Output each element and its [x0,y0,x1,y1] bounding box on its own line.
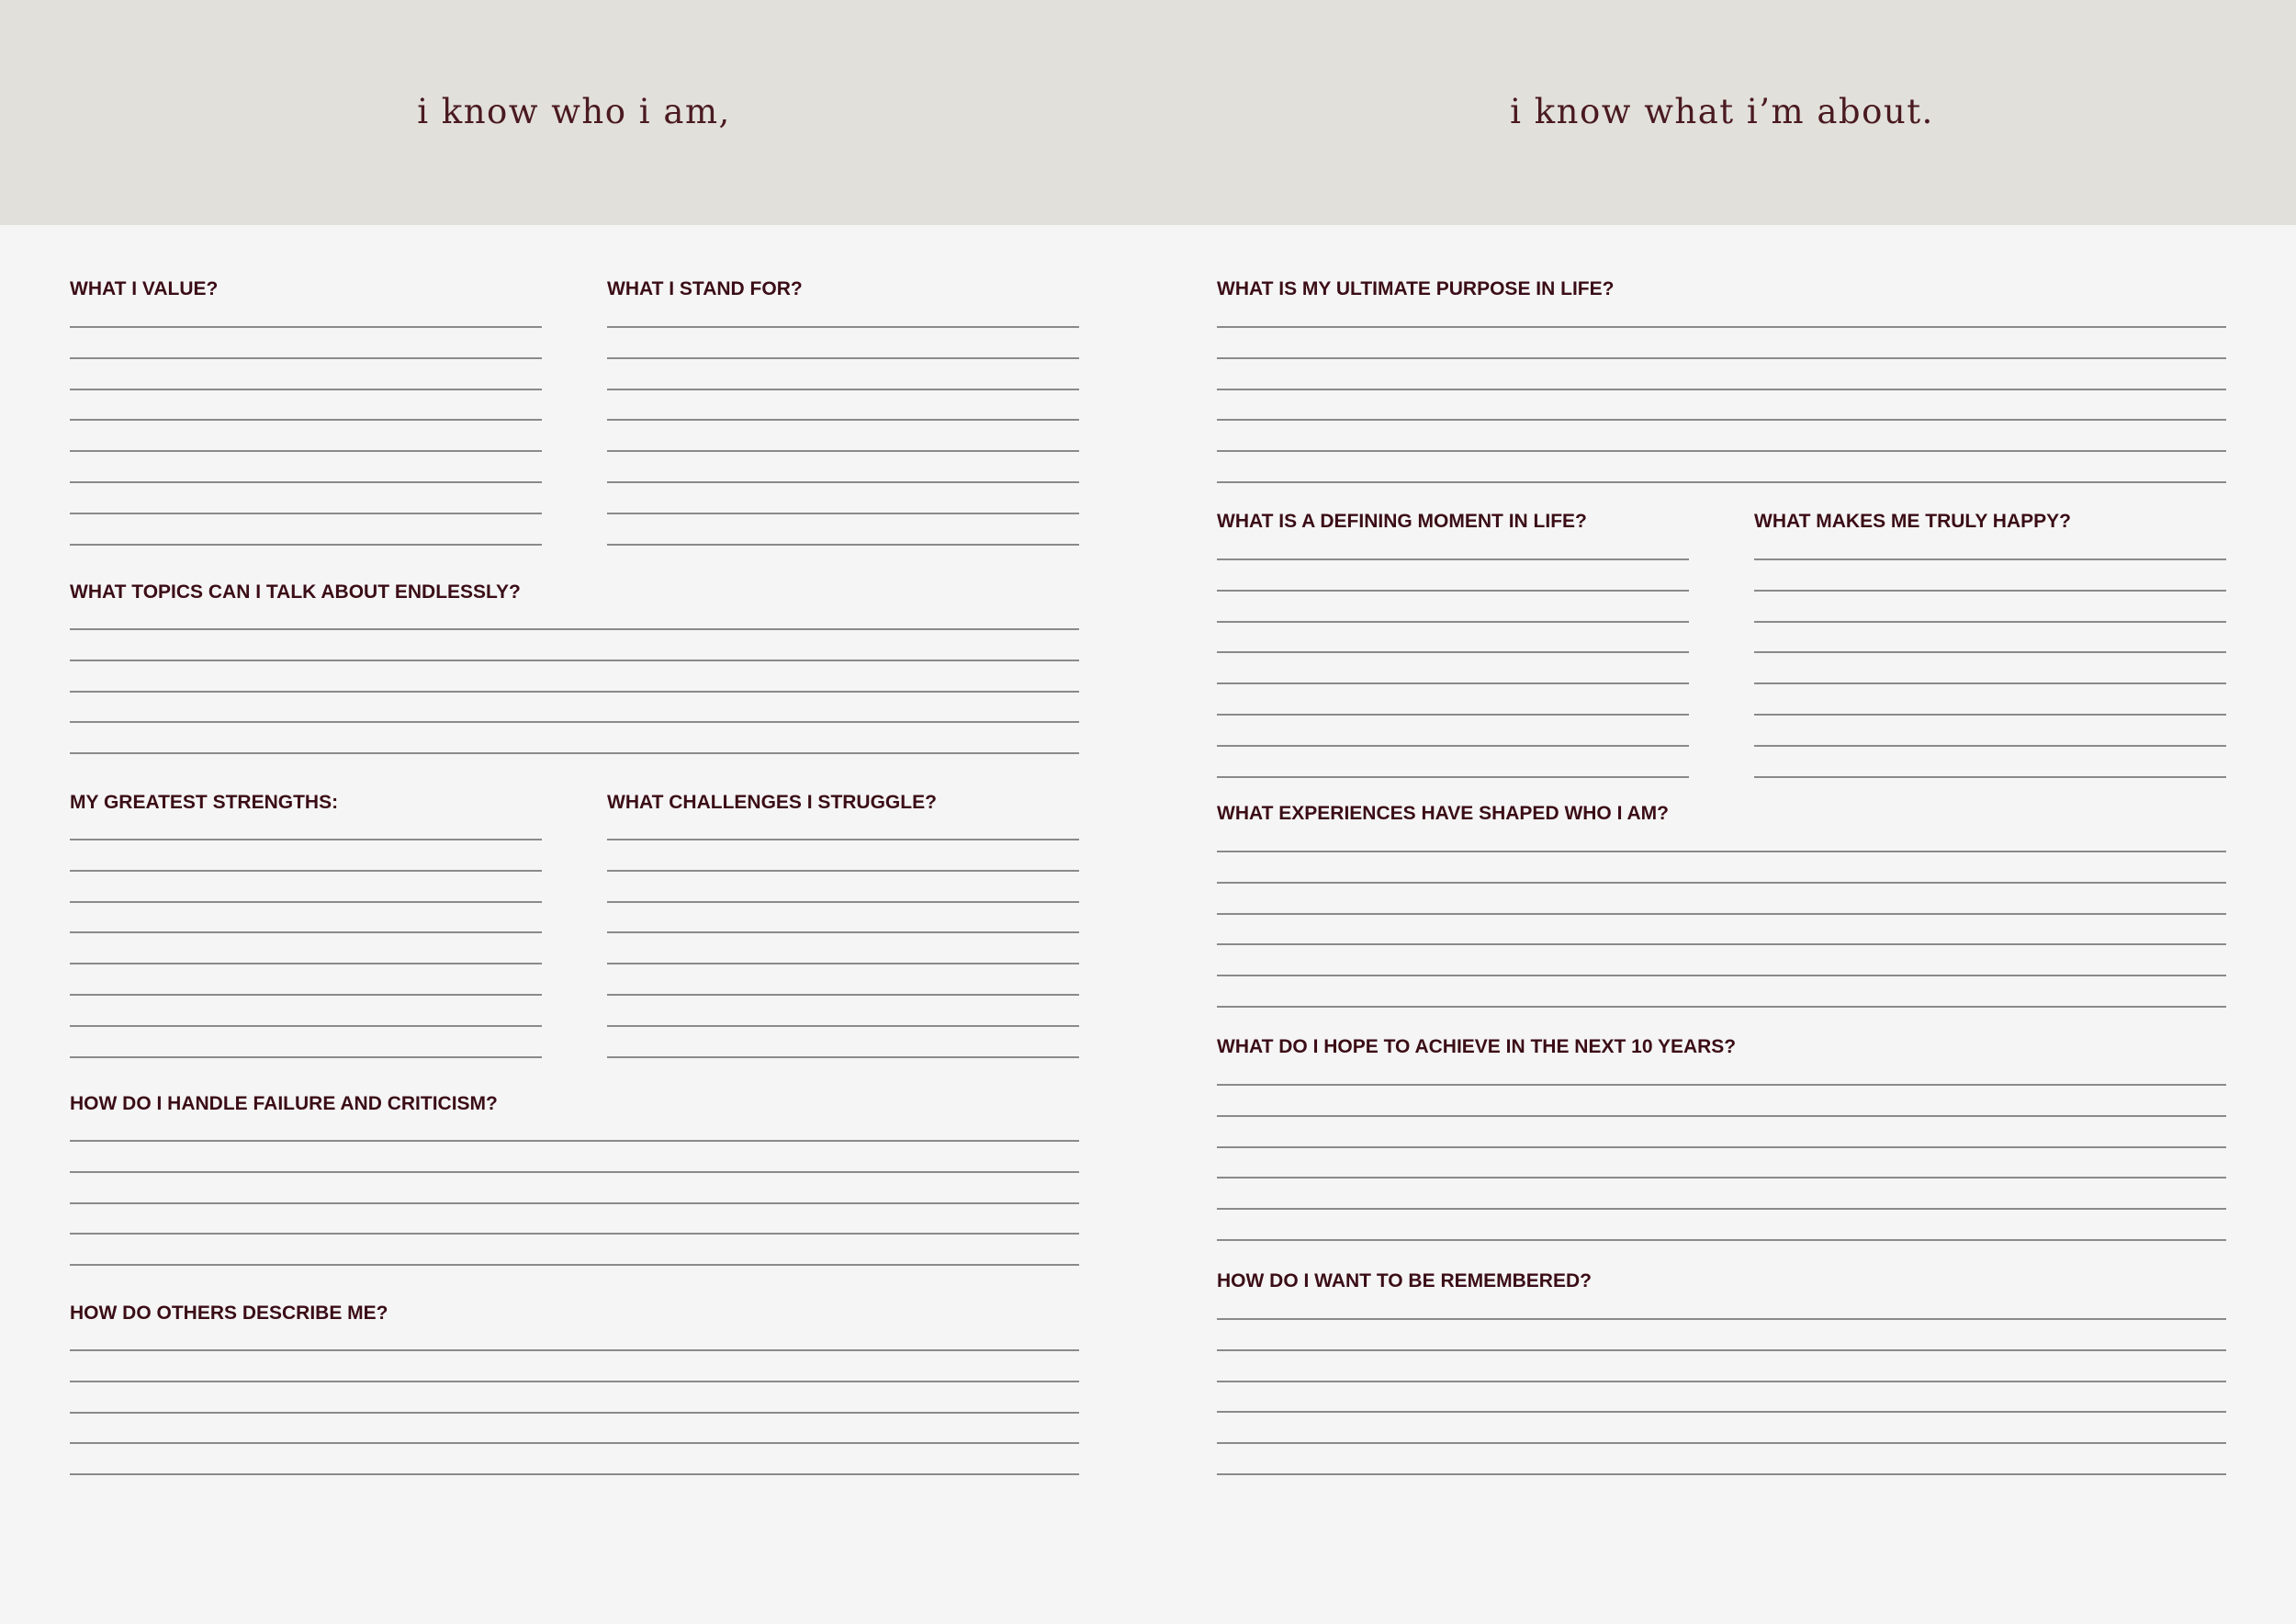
writing-line[interactable] [1217,326,2226,328]
section-label: WHAT EXPERIENCES HAVE SHAPED WHO I AM? [1217,803,1669,824]
section-challenges [607,791,1079,1060]
writing-line[interactable] [70,544,542,546]
writing-line[interactable] [1217,389,2226,390]
section-others [70,1302,1079,1477]
writing-line[interactable] [70,1349,1079,1351]
writing-line[interactable] [1217,913,2226,915]
section-failure [70,1092,1079,1268]
writing-line[interactable] [70,419,542,421]
writing-line[interactable] [1217,1146,2226,1148]
section-label: WHAT DO I HOPE TO ACHIEVE IN THE NEXT 10 YEARS? [1217,1036,1737,1057]
writing-line[interactable] [70,1202,1079,1204]
writing-line[interactable] [1217,621,1689,623]
writing-line[interactable] [70,752,1079,754]
writing-line[interactable] [70,1171,1079,1173]
writing-line[interactable] [70,1381,1079,1382]
writing-line[interactable] [1217,882,2226,884]
writing-line[interactable] [1754,745,2226,747]
writing-line[interactable] [1217,481,2226,483]
writing-line[interactable] [1217,851,2226,852]
writing-line[interactable] [1754,776,2226,778]
section-happy [1754,510,2226,780]
section-value [70,277,542,547]
writing-line[interactable] [607,513,1079,514]
writing-line[interactable] [70,1412,1079,1414]
writing-line[interactable] [1754,682,2226,684]
writing-line[interactable] [1754,590,2226,592]
writing-line[interactable] [607,357,1079,359]
writing-line[interactable] [607,481,1079,483]
writing-line[interactable] [1754,558,2226,560]
writing-line[interactable] [1217,1442,2226,1444]
writing-line[interactable] [1217,1318,2226,1320]
writing-line[interactable] [1217,1177,2226,1179]
writing-line[interactable] [607,901,1079,903]
writing-line[interactable] [70,628,1079,630]
writing-line[interactable] [70,1264,1079,1266]
writing-line[interactable] [70,1233,1079,1235]
section-moment [1217,510,1689,780]
section-stand [607,277,1079,547]
section-label: HOW DO I WANT TO BE REMEMBERED? [1217,1270,1592,1291]
writing-line[interactable] [70,691,1079,693]
writing-line[interactable] [1217,682,1689,684]
writing-line[interactable] [1217,1473,2226,1475]
writing-line[interactable] [1217,590,1689,592]
writing-line[interactable] [1217,357,2226,359]
writing-line[interactable] [1754,714,2226,716]
writing-line[interactable] [70,513,542,514]
section-remembered [1217,1269,2226,1477]
writing-line[interactable] [607,1056,1079,1058]
section-label: WHAT I STAND FOR? [607,278,803,299]
right-page-title: i know what i’m about. [1510,92,1934,131]
writing-line[interactable] [607,419,1079,421]
writing-line[interactable] [1217,1115,2226,1117]
writing-line[interactable] [1754,621,2226,623]
writing-line[interactable] [70,870,542,872]
section-label: WHAT TOPICS CAN I TALK ABOUT ENDLESSLY? [70,581,521,603]
section-strengths [70,791,542,1060]
writing-line[interactable] [70,1056,542,1058]
writing-line[interactable] [1217,1084,2226,1086]
writing-line[interactable] [1217,1349,2226,1351]
writing-line[interactable] [607,963,1079,964]
writing-line[interactable] [607,326,1079,328]
writing-line[interactable] [607,389,1079,390]
writing-line[interactable] [1217,975,2226,976]
writing-line[interactable] [70,450,542,452]
section-label: WHAT IS MY ULTIMATE PURPOSE IN LIFE? [1217,278,1615,299]
writing-line[interactable] [70,931,542,933]
writing-line[interactable] [70,901,542,903]
writing-line[interactable] [1217,1411,2226,1413]
section-label: WHAT IS A DEFINING MOMENT IN LIFE? [1217,511,1587,532]
section-label: WHAT I VALUE? [70,278,219,299]
writing-line[interactable] [1217,776,1689,778]
writing-line[interactable] [1217,419,2226,421]
section-achieve [1217,1035,2226,1243]
writing-line[interactable] [70,994,542,996]
section-label: WHAT CHALLENGES I STRUGGLE? [607,792,937,813]
writing-line[interactable] [70,660,1079,661]
writing-line[interactable] [1754,651,2226,653]
writing-line[interactable] [1217,745,1689,747]
writing-line[interactable] [1217,1239,2226,1241]
section-label: WHAT MAKES ME TRULY HAPPY? [1754,511,2071,532]
writing-line[interactable] [1217,1006,2226,1008]
writing-line[interactable] [607,870,1079,872]
writing-line[interactable] [70,1473,1079,1475]
writing-line[interactable] [607,450,1079,452]
section-label: HOW DO I HANDLE FAILURE AND CRITICISM? [70,1093,498,1114]
section-label: MY GREATEST STRENGTHS: [70,792,339,813]
writing-line[interactable] [70,1442,1079,1444]
writing-line[interactable] [70,1140,1079,1142]
writing-line[interactable] [607,544,1079,546]
writing-line[interactable] [1217,1208,2226,1210]
writing-line[interactable] [70,326,542,328]
writing-line[interactable] [1217,651,1689,653]
section-topics [70,581,1079,756]
section-experiences [1217,802,2226,1009]
writing-line[interactable] [607,931,1079,933]
writing-line[interactable] [1217,1381,2226,1382]
section-label: HOW DO OTHERS DESCRIBE ME? [70,1303,388,1324]
writing-line[interactable] [70,357,542,359]
header-band [0,0,2296,225]
writing-line[interactable] [70,1025,542,1027]
writing-line[interactable] [607,994,1079,996]
left-page-title: i know who i am, [417,92,731,131]
writing-line[interactable] [607,839,1079,840]
section-purpose [1217,277,2226,485]
writing-line[interactable] [607,1025,1079,1027]
writing-line[interactable] [70,389,542,390]
writing-line[interactable] [1217,714,1689,716]
writing-line[interactable] [1217,943,2226,945]
writing-line[interactable] [70,963,542,964]
writing-line[interactable] [1217,558,1689,560]
writing-line[interactable] [70,721,1079,723]
writing-line[interactable] [1217,450,2226,452]
writing-line[interactable] [70,839,542,840]
writing-line[interactable] [70,481,542,483]
